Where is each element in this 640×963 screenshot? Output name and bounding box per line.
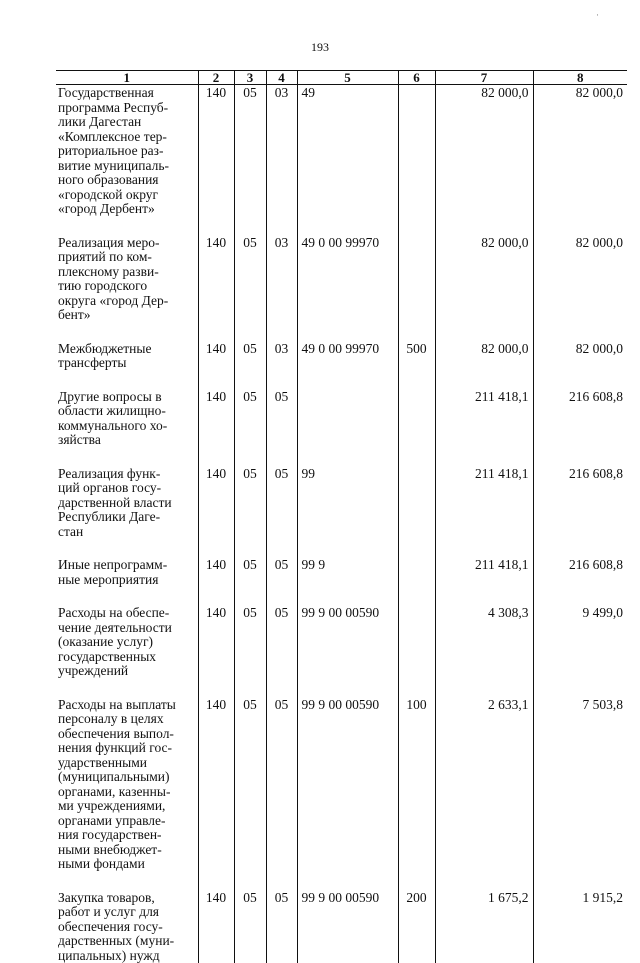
row-name-line: (муниципальными) (58, 770, 195, 785)
target-article-code: 99 (297, 466, 398, 558)
target-article-code: 49 0 00 99970 (297, 341, 398, 389)
row-name-line: работ и услуг для (58, 905, 195, 920)
amount-year-2: 1 915,2 (533, 890, 627, 963)
row-name-line: бент» (58, 308, 195, 323)
section-code: 05 (234, 605, 266, 697)
row-name (56, 466, 198, 558)
row-name-line: ные мероприятия (58, 573, 195, 588)
row-name-line: «Комплексное тер- (58, 130, 195, 145)
row-name (56, 341, 198, 389)
amount-year-1: 82 000,0 (435, 341, 533, 389)
expense-type-code (398, 389, 435, 466)
row-name-line: коммунального хо- (58, 419, 195, 434)
expense-type-code: 500 (398, 341, 435, 389)
amount-year-1: 4 308,3 (435, 605, 533, 697)
row-name-line: Реализация меро- (58, 236, 195, 251)
column-header: 3 (234, 71, 266, 85)
row-name-line: Республики Даге- (58, 510, 195, 525)
row-name-line: витие муниципаль- (58, 159, 195, 174)
row-name-line: Межбюджетные (58, 342, 195, 357)
header-row (56, 71, 627, 85)
row-name-line: Иные непрограмм- (58, 558, 195, 573)
row-name-line: государственных (58, 650, 195, 665)
amount-year-1: 211 418,1 (435, 557, 533, 605)
row-name-line: Другие вопросы в (58, 390, 195, 405)
row-name-line: ного образования (58, 173, 195, 188)
amount-year-2: 216 608,8 (533, 466, 627, 558)
expense-type-code (398, 85, 435, 235)
row-name-line: нения функций гос- (58, 741, 195, 756)
section-code: 05 (234, 235, 266, 341)
amount-year-1: 82 000,0 (435, 235, 533, 341)
row-name-line: зяйства (58, 433, 195, 448)
row-name-line: органами управле- (58, 814, 195, 829)
section-code: 05 (234, 557, 266, 605)
subsection-code: 05 (266, 389, 297, 466)
column-header: 6 (398, 71, 435, 85)
subsection-code: 05 (266, 605, 297, 697)
expense-type-code (398, 235, 435, 341)
row-name-line: органами, казенны- (58, 785, 195, 800)
column-header: 2 (198, 71, 234, 85)
amount-year-2: 7 503,8 (533, 697, 627, 890)
table-row (56, 557, 627, 605)
target-article-code: 99 9 00 00590 (297, 697, 398, 890)
row-name-line: Расходы на обеспе- (58, 606, 195, 621)
row-name (56, 389, 198, 466)
ministry-code: 140 (198, 235, 234, 341)
expense-type-code (398, 605, 435, 697)
row-name (56, 557, 198, 605)
row-name-line: обеспечения госу- (58, 920, 195, 935)
row-name-line: области жилищно- (58, 404, 195, 419)
table-row (56, 697, 627, 890)
row-name-line: приятий по ком- (58, 250, 195, 265)
table-row (56, 466, 627, 558)
row-name-line: Реализация функ- (58, 467, 195, 482)
amount-year-1: 211 418,1 (435, 466, 533, 558)
row-name-line: Закупка товаров, (58, 891, 195, 906)
row-name-line: «городской округ (58, 188, 195, 203)
amount-year-2: 216 608,8 (533, 557, 627, 605)
expense-type-code (398, 466, 435, 558)
scan-mark: · (596, 10, 599, 20)
column-header: 7 (435, 71, 533, 85)
section-code: 05 (234, 697, 266, 890)
ministry-code: 140 (198, 605, 234, 697)
ministry-code: 140 (198, 557, 234, 605)
expense-type-code: 100 (398, 697, 435, 890)
row-name-line: персоналу в целях (58, 712, 195, 727)
target-article-code (297, 389, 398, 466)
section-code: 05 (234, 85, 266, 235)
table-row (56, 85, 627, 235)
subsection-code: 03 (266, 341, 297, 389)
row-name-line: программа Респуб- (58, 101, 195, 116)
row-name-line: ми учреждениями, (58, 799, 195, 814)
target-article-code: 99 9 00 00590 (297, 890, 398, 963)
target-article-code: 49 0 00 99970 (297, 235, 398, 341)
subsection-code: 05 (266, 557, 297, 605)
row-name-line: ния государствен- (58, 828, 195, 843)
row-name-line: Государственная (58, 86, 195, 101)
subsection-code: 05 (266, 890, 297, 963)
row-name (56, 890, 198, 963)
ministry-code: 140 (198, 85, 234, 235)
row-name-line: дарственной власти (58, 496, 195, 511)
column-header: 8 (533, 71, 627, 85)
ministry-code: 140 (198, 389, 234, 466)
table-row (56, 341, 627, 389)
row-name-line: ций органов госу- (58, 481, 195, 496)
row-name-line: учреждений (58, 664, 195, 679)
row-name-line: плексному разви- (58, 265, 195, 280)
amount-year-1: 2 633,1 (435, 697, 533, 890)
amount-year-2: 82 000,0 (533, 235, 627, 341)
row-name (56, 697, 198, 890)
row-name-line: дарственных (муни- (58, 934, 195, 949)
column-header: 4 (266, 71, 297, 85)
amount-year-1: 82 000,0 (435, 85, 533, 235)
row-name (56, 605, 198, 697)
table-row (56, 605, 627, 697)
subsection-code: 05 (266, 466, 297, 558)
ministry-code: 140 (198, 466, 234, 558)
ministry-code: 140 (198, 697, 234, 890)
amount-year-2: 9 499,0 (533, 605, 627, 697)
row-name-line: «город Дербент» (58, 202, 195, 217)
amount-year-2: 82 000,0 (533, 85, 627, 235)
row-name-line: трансферты (58, 356, 195, 371)
subsection-code: 03 (266, 235, 297, 341)
row-name-line: округа «город Дер- (58, 294, 195, 309)
amount-year-2: 82 000,0 (533, 341, 627, 389)
column-header: 5 (297, 71, 398, 85)
page-number: 193 (0, 40, 640, 55)
target-article-code: 99 9 (297, 557, 398, 605)
budget-table (56, 70, 627, 963)
expense-type-code: 200 (398, 890, 435, 963)
section-code: 05 (234, 341, 266, 389)
ministry-code: 140 (198, 341, 234, 389)
row-name-line: обеспечения выпол- (58, 727, 195, 742)
row-name-line: ципальных) нужд (58, 949, 195, 963)
row-name-line: (оказание услуг) (58, 635, 195, 650)
amount-year-2: 216 608,8 (533, 389, 627, 466)
section-code: 05 (234, 466, 266, 558)
section-code: 05 (234, 890, 266, 963)
expense-type-code (398, 557, 435, 605)
column-header: 1 (56, 71, 198, 85)
row-name-line: тию городского (58, 279, 195, 294)
target-article-code: 99 9 00 00590 (297, 605, 398, 697)
row-name-line: риториальное раз- (58, 144, 195, 159)
subsection-code: 03 (266, 85, 297, 235)
subsection-code: 05 (266, 697, 297, 890)
row-name-line: Расходы на выплаты (58, 698, 195, 713)
table-row (56, 890, 627, 963)
section-code: 05 (234, 389, 266, 466)
row-name (56, 235, 198, 341)
row-name-line: лики Дагестан (58, 115, 195, 130)
row-name-line: стан (58, 525, 195, 540)
row-name-line: ными внебюджет- (58, 843, 195, 858)
amount-year-1: 1 675,2 (435, 890, 533, 963)
row-name-line: чение деятельности (58, 621, 195, 636)
table-row (56, 389, 627, 466)
row-name (56, 85, 198, 235)
amount-year-1: 211 418,1 (435, 389, 533, 466)
target-article-code: 49 (297, 85, 398, 235)
row-name-line: ударственными (58, 756, 195, 771)
row-name-line: ными фондами (58, 857, 195, 872)
ministry-code: 140 (198, 890, 234, 963)
table-row (56, 235, 627, 341)
